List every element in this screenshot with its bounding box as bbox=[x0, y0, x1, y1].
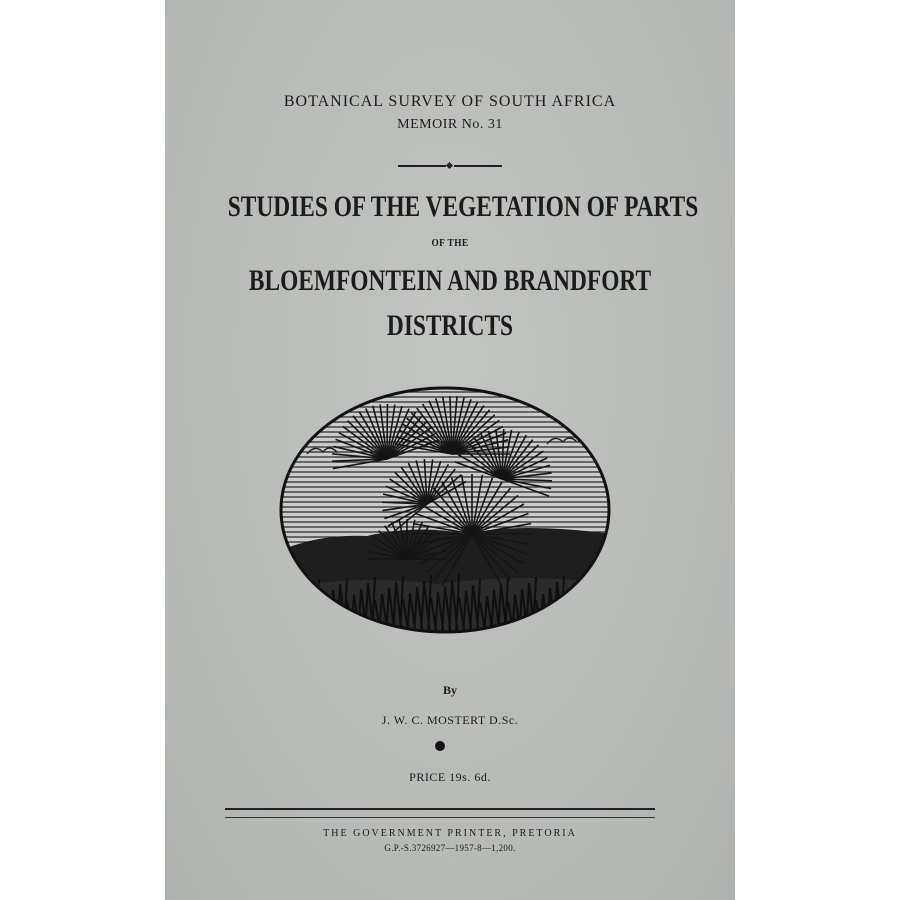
by-label: By bbox=[442, 683, 457, 697]
author-name: J. W. C. MOSTERT D.Sc. bbox=[381, 713, 519, 727]
footer-rule bbox=[225, 808, 655, 810]
bullet-ornament bbox=[435, 741, 445, 751]
ornamental-divider bbox=[398, 162, 502, 170]
main-title-line-1: STUDIES OF THE VEGETATION OF PARTS bbox=[227, 190, 699, 223]
print-code: G.P.-S.3726927—1957-8—1,200. bbox=[384, 843, 516, 853]
main-title-line-3: DISTRICTS bbox=[386, 309, 514, 342]
series-title: BOTANICAL SURVEY OF SOUTH AFRICA bbox=[283, 93, 617, 110]
printer-imprint: THE GOVERNMENT PRINTER, PRETORIA bbox=[323, 828, 577, 839]
footer-rule-thin bbox=[225, 817, 655, 818]
title-connector: OF THE bbox=[431, 237, 469, 249]
memoir-number: MEMOIR No. 31 bbox=[397, 117, 503, 132]
book-cover bbox=[165, 0, 735, 900]
main-title-line-2: BLOEMFONTEIN AND BRANDFORT bbox=[248, 264, 652, 297]
palm-vignette-illustration bbox=[277, 384, 613, 636]
price: PRICE 19s. 6d. bbox=[409, 770, 491, 784]
